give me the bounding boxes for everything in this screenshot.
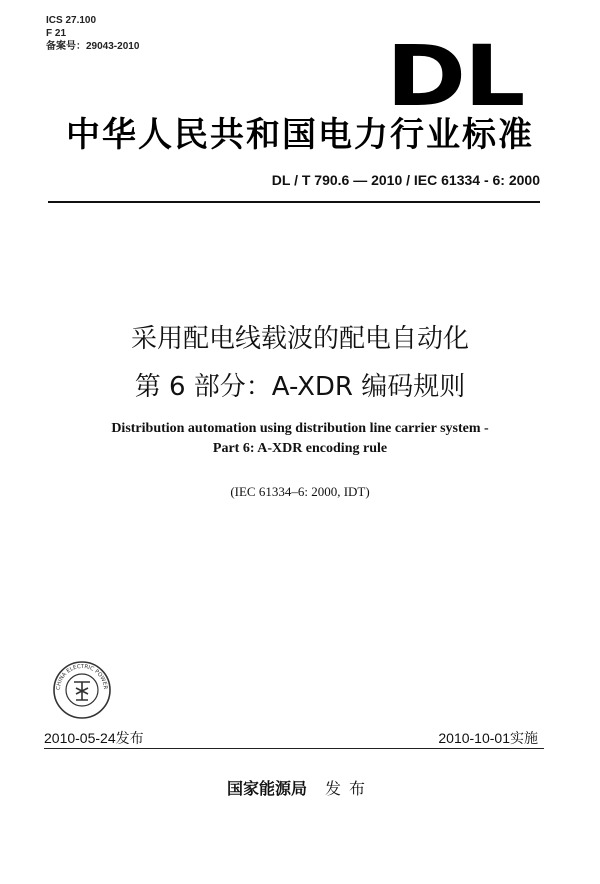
classification-block [46,14,139,53]
issue-date: 2010-05-24发布 [44,730,144,746]
equivalence-note: (IEC 61334–6: 2000, IDT) [230,484,370,499]
effective-date: 2010-10-01实施 [438,730,538,746]
chinese-title-line-2: 第 6 部分：A-XDR 编码规则 [134,372,466,402]
publisher-suffix: 发布 [325,779,374,798]
record-number: 备案号：29043-2010 [46,41,140,52]
english-title-line-2: Part 6: A-XDR encoding rule [212,441,388,456]
dl-logo: DL [386,27,524,125]
header-divider [48,201,540,203]
ics-code: ICS 27.100 [46,15,97,26]
ccs-code: F 21 [46,28,67,39]
publisher-line [0,776,600,799]
national-energy-administration-seal-icon [52,660,112,720]
footer-divider [44,748,544,749]
seal-text: CHINA ELECTRIC POWER [55,663,109,691]
standard-number: DL / T 790.6 — 2010 / IEC 61334 - 6: 2000 [271,172,540,188]
industry-standard-title: 中华人民共和国电力行业标准 [66,115,534,155]
chinese-title-line-1: 采用配电线载波的配电自动化 [130,324,469,354]
publisher-name: 国家能源局 [226,779,307,798]
english-title-line-1: Distribution automation using distribution line carrier system - [111,421,489,436]
